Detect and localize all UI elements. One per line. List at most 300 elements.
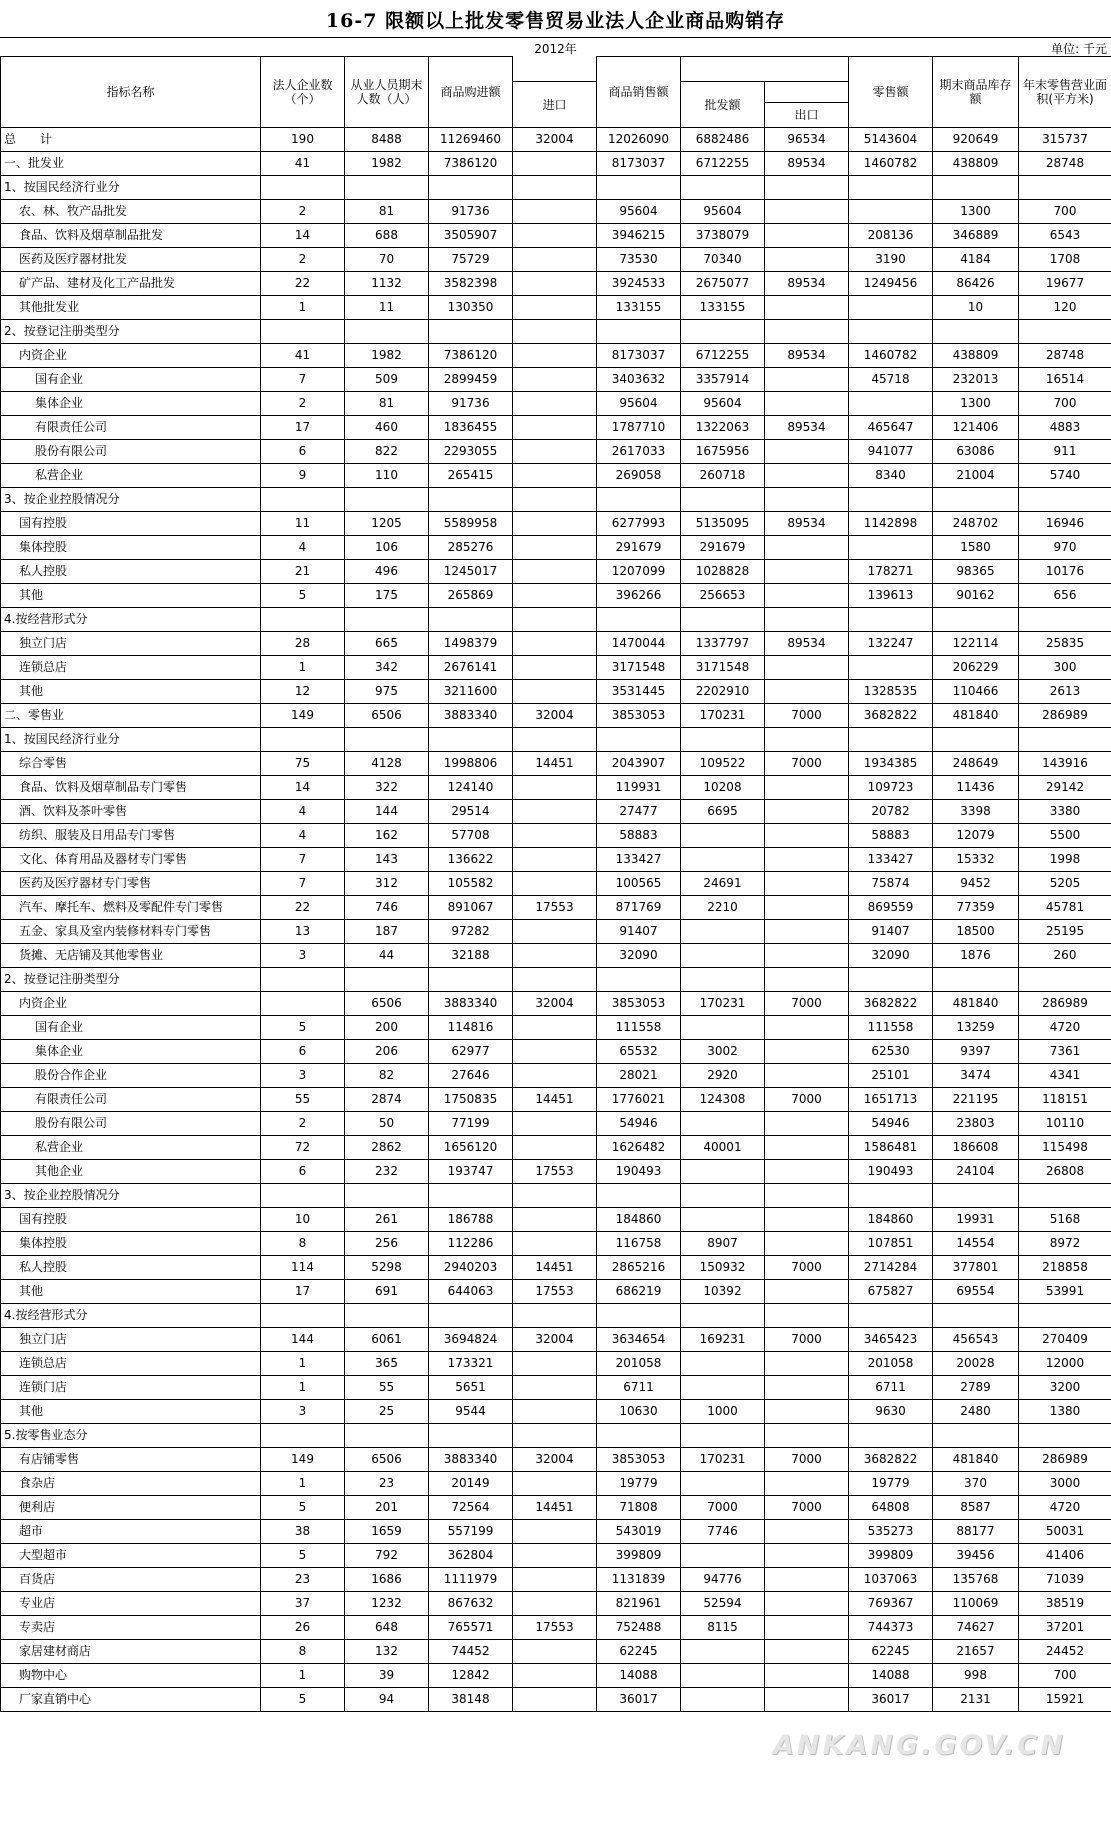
cell-purchase — [429, 968, 513, 992]
cell-enterprises: 41 — [261, 344, 345, 368]
cell-purchase — [429, 1424, 513, 1448]
cell-import — [513, 776, 597, 800]
cell-employees: 460 — [345, 416, 429, 440]
cell-purchase: 91736 — [429, 200, 513, 224]
cell-inventory: 456543 — [933, 1328, 1019, 1352]
cell-retail: 62530 — [849, 1040, 933, 1064]
row-label: 内资企业 — [1, 344, 261, 368]
cell-inventory: 8587 — [933, 1496, 1019, 1520]
cell-purchase: 97282 — [429, 920, 513, 944]
table-row — [1, 632, 1111, 656]
table-row — [1, 728, 1111, 752]
cell-wholesale — [681, 1664, 765, 1688]
cell-sales: 821961 — [597, 1592, 681, 1616]
table-row — [1, 680, 1111, 704]
header-name: 指标名称 — [1, 57, 261, 128]
cell-sales: 28021 — [597, 1064, 681, 1088]
cell-retail — [849, 1304, 933, 1328]
cell-retail: 2714284 — [849, 1256, 933, 1280]
cell-area: 5500 — [1019, 824, 1111, 848]
cell-import — [513, 1184, 597, 1208]
cell-sales — [597, 608, 681, 632]
cell-export — [765, 1640, 849, 1664]
cell-sales: 752488 — [597, 1616, 681, 1640]
table-row — [1, 1496, 1111, 1520]
cell-retail: 5143604 — [849, 128, 933, 152]
cell-area — [1019, 176, 1111, 200]
header-enterprises: 法人企业数（个） — [261, 57, 345, 128]
cell-purchase: 193747 — [429, 1160, 513, 1184]
cell-purchase: 3505907 — [429, 224, 513, 248]
cell-import — [513, 1592, 597, 1616]
table-row — [1, 1136, 1111, 1160]
cell-retail: 535273 — [849, 1520, 933, 1544]
cell-import — [513, 968, 597, 992]
cell-sales: 32090 — [597, 944, 681, 968]
table-row — [1, 1520, 1111, 1544]
cell-area: 10110 — [1019, 1112, 1111, 1136]
cell-wholesale: 133155 — [681, 296, 765, 320]
cell-retail: 75874 — [849, 872, 933, 896]
cell-retail: 941077 — [849, 440, 933, 464]
cell-purchase: 75729 — [429, 248, 513, 272]
cell-inventory: 74627 — [933, 1616, 1019, 1640]
row-label: 货摊、无店铺及其他零售业 — [1, 944, 261, 968]
row-label: 厂家直销中心 — [1, 1688, 261, 1712]
row-label: 私营企业 — [1, 1136, 261, 1160]
cell-export: 89534 — [765, 512, 849, 536]
row-label: 文化、体育用品及器材专门零售 — [1, 848, 261, 872]
row-label: 股份有限公司 — [1, 1112, 261, 1136]
cell-inventory: 346889 — [933, 224, 1019, 248]
cell-area — [1019, 488, 1111, 512]
cell-sales: 1626482 — [597, 1136, 681, 1160]
cell-retail: 14088 — [849, 1664, 933, 1688]
cell-sales: 8173037 — [597, 344, 681, 368]
cell-employees — [345, 968, 429, 992]
cell-employees: 106 — [345, 536, 429, 560]
cell-purchase — [429, 1184, 513, 1208]
cell-import — [513, 1304, 597, 1328]
cell-employees: 8488 — [345, 128, 429, 152]
cell-import — [513, 1112, 597, 1136]
cell-inventory: 377801 — [933, 1256, 1019, 1280]
header-purchase: 商品购进额 — [429, 57, 513, 128]
cell-sales: 119931 — [597, 776, 681, 800]
cell-purchase: 38148 — [429, 1688, 513, 1712]
cell-area: 8972 — [1019, 1232, 1111, 1256]
table-row — [1, 776, 1111, 800]
cell-import — [513, 1232, 597, 1256]
cell-import — [513, 296, 597, 320]
cell-area: 37201 — [1019, 1616, 1111, 1640]
cell-export — [765, 608, 849, 632]
cell-export — [765, 440, 849, 464]
cell-area: 143916 — [1019, 752, 1111, 776]
table-row — [1, 560, 1111, 584]
row-label: 总 计 — [1, 128, 261, 152]
cell-purchase: 130350 — [429, 296, 513, 320]
cell-wholesale: 10392 — [681, 1280, 765, 1304]
cell-sales: 399809 — [597, 1544, 681, 1568]
cell-employees: 1982 — [345, 152, 429, 176]
cell-employees: 6506 — [345, 992, 429, 1016]
cell-export — [765, 1592, 849, 1616]
cell-enterprises: 8 — [261, 1232, 345, 1256]
table-row — [1, 392, 1111, 416]
cell-purchase: 1111979 — [429, 1568, 513, 1592]
cell-inventory: 1300 — [933, 392, 1019, 416]
cell-enterprises: 13 — [261, 920, 345, 944]
cell-inventory: 110069 — [933, 1592, 1019, 1616]
cell-employees: 110 — [345, 464, 429, 488]
cell-area: 1380 — [1019, 1400, 1111, 1424]
cell-export: 89534 — [765, 272, 849, 296]
cell-enterprises: 8 — [261, 1640, 345, 1664]
cell-area: 270409 — [1019, 1328, 1111, 1352]
row-label: 独立门店 — [1, 1328, 261, 1352]
cell-export — [765, 1016, 849, 1040]
cell-purchase: 1750835 — [429, 1088, 513, 1112]
cell-employees: 1686 — [345, 1568, 429, 1592]
cell-enterprises: 41 — [261, 152, 345, 176]
cell-import — [513, 848, 597, 872]
cell-retail — [849, 1424, 933, 1448]
cell-area — [1019, 968, 1111, 992]
cell-export — [765, 1208, 849, 1232]
header-export-spacer — [765, 82, 849, 103]
cell-wholesale: 6695 — [681, 800, 765, 824]
cell-enterprises: 21 — [261, 560, 345, 584]
cell-retail — [849, 608, 933, 632]
header-wholesale-spacer — [681, 57, 849, 82]
cell-purchase: 74452 — [429, 1640, 513, 1664]
cell-employees: 822 — [345, 440, 429, 464]
row-label: 3、按企业控股情况分 — [1, 1184, 261, 1208]
row-label: 其他批发业 — [1, 296, 261, 320]
cell-purchase: 27646 — [429, 1064, 513, 1088]
cell-inventory: 9452 — [933, 872, 1019, 896]
cell-purchase: 57708 — [429, 824, 513, 848]
row-label: 内资企业 — [1, 992, 261, 1016]
row-label: 其他 — [1, 680, 261, 704]
table-row — [1, 344, 1111, 368]
row-label: 食杂店 — [1, 1472, 261, 1496]
cell-inventory: 186608 — [933, 1136, 1019, 1160]
table-row — [1, 536, 1111, 560]
cell-export — [765, 776, 849, 800]
cell-enterprises: 55 — [261, 1088, 345, 1112]
cell-purchase: 1836455 — [429, 416, 513, 440]
cell-export — [765, 656, 849, 680]
cell-export — [765, 1304, 849, 1328]
row-label: 独立门店 — [1, 632, 261, 656]
cell-inventory — [933, 1184, 1019, 1208]
cell-enterprises: 2 — [261, 200, 345, 224]
cell-enterprises: 14 — [261, 776, 345, 800]
cell-import — [513, 1664, 597, 1688]
cell-enterprises: 17 — [261, 416, 345, 440]
cell-purchase: 3883340 — [429, 1448, 513, 1472]
cell-area: 3000 — [1019, 1472, 1111, 1496]
cell-inventory — [933, 1304, 1019, 1328]
table-row — [1, 1328, 1111, 1352]
cell-import — [513, 800, 597, 824]
purchase-sales-inventory-table — [0, 56, 1111, 1712]
cell-area: 286989 — [1019, 704, 1111, 728]
cell-purchase: 11269460 — [429, 128, 513, 152]
cell-wholesale: 2675077 — [681, 272, 765, 296]
cell-wholesale: 40001 — [681, 1136, 765, 1160]
cell-area: 6543 — [1019, 224, 1111, 248]
cell-area: 4341 — [1019, 1064, 1111, 1088]
cell-import — [513, 872, 597, 896]
cell-inventory: 110466 — [933, 680, 1019, 704]
cell-export — [765, 368, 849, 392]
cell-area: 286989 — [1019, 1448, 1111, 1472]
table-row — [1, 248, 1111, 272]
cell-employees: 81 — [345, 200, 429, 224]
cell-purchase: 891067 — [429, 896, 513, 920]
cell-employees: 144 — [345, 800, 429, 824]
table-row — [1, 416, 1111, 440]
row-label: 二、零售业 — [1, 704, 261, 728]
cell-employees: 648 — [345, 1616, 429, 1640]
cell-import: 32004 — [513, 128, 597, 152]
cell-wholesale: 95604 — [681, 392, 765, 416]
table-row — [1, 1304, 1111, 1328]
cell-retail: 109723 — [849, 776, 933, 800]
table-row — [1, 296, 1111, 320]
table-row — [1, 1040, 1111, 1064]
cell-inventory: 63086 — [933, 440, 1019, 464]
table-row — [1, 584, 1111, 608]
cell-purchase: 7386120 — [429, 152, 513, 176]
cell-area: 911 — [1019, 440, 1111, 464]
table-row — [1, 1088, 1111, 1112]
table-title: 16-7 限额以上批发零售贸易业法人企业商品购销存 — [325, 10, 786, 32]
cell-employees: 206 — [345, 1040, 429, 1064]
row-label: 1、按国民经济行业分 — [1, 728, 261, 752]
cell-employees: 256 — [345, 1232, 429, 1256]
cell-export — [765, 1112, 849, 1136]
cell-enterprises: 1 — [261, 1664, 345, 1688]
row-label: 国有企业 — [1, 368, 261, 392]
cell-enterprises: 10 — [261, 1208, 345, 1232]
cell-sales: 8173037 — [597, 152, 681, 176]
cell-sales: 73530 — [597, 248, 681, 272]
cell-retail: 3465423 — [849, 1328, 933, 1352]
cell-area: 16946 — [1019, 512, 1111, 536]
cell-enterprises: 6 — [261, 440, 345, 464]
cell-enterprises — [261, 320, 345, 344]
cell-sales — [597, 176, 681, 200]
cell-purchase: 765571 — [429, 1616, 513, 1640]
row-label: 一、批发业 — [1, 152, 261, 176]
cell-area: 2613 — [1019, 680, 1111, 704]
cell-purchase: 124140 — [429, 776, 513, 800]
cell-retail — [849, 656, 933, 680]
cell-purchase — [429, 320, 513, 344]
cell-inventory: 24104 — [933, 1160, 1019, 1184]
cell-area: 3380 — [1019, 800, 1111, 824]
cell-employees: 232 — [345, 1160, 429, 1184]
cell-wholesale: 169231 — [681, 1328, 765, 1352]
header-import-spacer — [513, 57, 597, 82]
table-row — [1, 272, 1111, 296]
row-label: 汽车、摩托车、燃料及零配件专门零售 — [1, 896, 261, 920]
row-label: 股份有限公司 — [1, 440, 261, 464]
table-row — [1, 944, 1111, 968]
cell-purchase: 3211600 — [429, 680, 513, 704]
cell-employees: 975 — [345, 680, 429, 704]
cell-wholesale — [681, 920, 765, 944]
header-retail: 零售额 — [849, 57, 933, 128]
cell-purchase: 7386120 — [429, 344, 513, 368]
cell-area: 5205 — [1019, 872, 1111, 896]
table-row — [1, 1184, 1111, 1208]
cell-employees: 496 — [345, 560, 429, 584]
cell-export — [765, 536, 849, 560]
cell-export: 7000 — [765, 1328, 849, 1352]
cell-retail: 1586481 — [849, 1136, 933, 1160]
cell-area: 656 — [1019, 584, 1111, 608]
cell-sales: 686219 — [597, 1280, 681, 1304]
cell-import — [513, 224, 597, 248]
cell-retail: 184860 — [849, 1208, 933, 1232]
row-label: 专卖店 — [1, 1616, 261, 1640]
row-label: 连锁总店 — [1, 1352, 261, 1376]
cell-employees — [345, 1424, 429, 1448]
row-label: 便利店 — [1, 1496, 261, 1520]
cell-retail: 201058 — [849, 1352, 933, 1376]
cell-enterprises: 23 — [261, 1568, 345, 1592]
cell-retail — [849, 1184, 933, 1208]
cell-purchase: 91736 — [429, 392, 513, 416]
cell-import — [513, 632, 597, 656]
cell-sales — [597, 968, 681, 992]
cell-export — [765, 1688, 849, 1712]
cell-enterprises: 26 — [261, 1616, 345, 1640]
cell-wholesale: 8115 — [681, 1616, 765, 1640]
cell-export — [765, 1352, 849, 1376]
cell-enterprises: 7 — [261, 848, 345, 872]
row-label: 专业店 — [1, 1592, 261, 1616]
cell-area: 120 — [1019, 296, 1111, 320]
row-label: 其他企业 — [1, 1160, 261, 1184]
cell-inventory: 438809 — [933, 152, 1019, 176]
cell-employees: 175 — [345, 584, 429, 608]
row-label: 国有企业 — [1, 1016, 261, 1040]
row-label: 3、按企业控股情况分 — [1, 488, 261, 512]
cell-enterprises: 14 — [261, 224, 345, 248]
cell-inventory: 481840 — [933, 992, 1019, 1016]
cell-inventory: 2131 — [933, 1688, 1019, 1712]
cell-sales: 91407 — [597, 920, 681, 944]
cell-wholesale: 3357914 — [681, 368, 765, 392]
row-label: 有限责任公司 — [1, 416, 261, 440]
cell-sales — [597, 488, 681, 512]
cell-export — [765, 296, 849, 320]
cell-purchase: 12842 — [429, 1664, 513, 1688]
table-row — [1, 1064, 1111, 1088]
cell-inventory: 13259 — [933, 1016, 1019, 1040]
cell-employees: 691 — [345, 1280, 429, 1304]
cell-area: 10176 — [1019, 560, 1111, 584]
cell-enterprises — [261, 728, 345, 752]
cell-inventory: 11436 — [933, 776, 1019, 800]
cell-employees: 6506 — [345, 704, 429, 728]
row-label: 酒、饮料及茶叶零售 — [1, 800, 261, 824]
cell-enterprises: 11 — [261, 512, 345, 536]
cell-purchase: 112286 — [429, 1232, 513, 1256]
header-sales: 商品销售额 — [597, 57, 681, 128]
cell-area: 3200 — [1019, 1376, 1111, 1400]
cell-enterprises: 3 — [261, 944, 345, 968]
row-label: 私人控股 — [1, 1256, 261, 1280]
cell-export — [765, 1664, 849, 1688]
cell-retail: 190493 — [849, 1160, 933, 1184]
cell-import: 14451 — [513, 1496, 597, 1520]
cell-retail — [849, 728, 933, 752]
cell-inventory: 121406 — [933, 416, 1019, 440]
cell-sales: 291679 — [597, 536, 681, 560]
cell-employees — [345, 488, 429, 512]
cell-export — [765, 488, 849, 512]
cell-area: 1708 — [1019, 248, 1111, 272]
table-row — [1, 1016, 1111, 1040]
cell-sales: 3946215 — [597, 224, 681, 248]
header-export: 出口 — [765, 103, 849, 128]
cell-retail: 465647 — [849, 416, 933, 440]
cell-employees: 44 — [345, 944, 429, 968]
table-row — [1, 1160, 1111, 1184]
cell-area: 118151 — [1019, 1088, 1111, 1112]
cell-employees: 6506 — [345, 1448, 429, 1472]
table-row — [1, 128, 1111, 152]
cell-sales: 396266 — [597, 584, 681, 608]
cell-sales: 133427 — [597, 848, 681, 872]
cell-export — [765, 1568, 849, 1592]
cell-inventory: 77359 — [933, 896, 1019, 920]
cell-export — [765, 824, 849, 848]
table-row — [1, 1352, 1111, 1376]
cell-retail — [849, 392, 933, 416]
cell-purchase: 3694824 — [429, 1328, 513, 1352]
row-label: 有店铺零售 — [1, 1448, 261, 1472]
cell-retail: 9630 — [849, 1400, 933, 1424]
cell-import: 32004 — [513, 992, 597, 1016]
cell-import — [513, 1208, 597, 1232]
cell-employees: 82 — [345, 1064, 429, 1088]
row-label: 其他 — [1, 1400, 261, 1424]
cell-import — [513, 1376, 597, 1400]
cell-area: 16514 — [1019, 368, 1111, 392]
cell-export: 7000 — [765, 752, 849, 776]
cell-import — [513, 728, 597, 752]
cell-employees: 162 — [345, 824, 429, 848]
cell-wholesale — [681, 608, 765, 632]
row-label: 国有控股 — [1, 512, 261, 536]
cell-area — [1019, 1184, 1111, 1208]
cell-retail: 675827 — [849, 1280, 933, 1304]
cell-import — [513, 1544, 597, 1568]
cell-export — [765, 1400, 849, 1424]
cell-enterprises: 4 — [261, 536, 345, 560]
cell-purchase: 5589958 — [429, 512, 513, 536]
cell-export: 89534 — [765, 416, 849, 440]
cell-export: 89534 — [765, 632, 849, 656]
